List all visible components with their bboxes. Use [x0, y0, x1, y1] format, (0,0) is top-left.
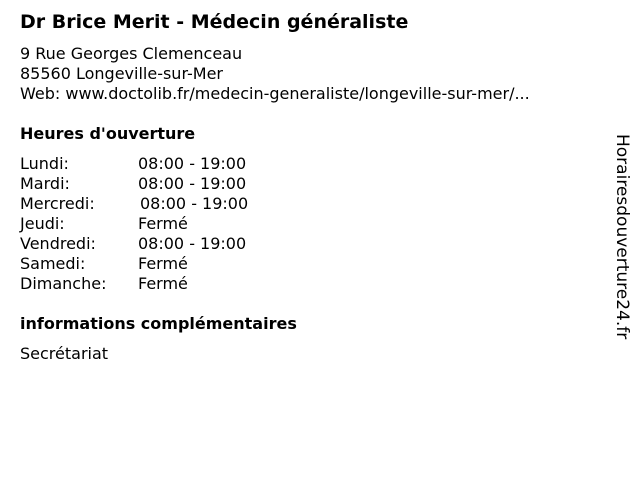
- day-hours: 08:00 - 19:00: [138, 154, 247, 173]
- day-hours: Fermé: [138, 274, 188, 293]
- day-hours: 08:00 - 19:00: [140, 194, 249, 213]
- day-hours: 08:00 - 19:00: [138, 174, 247, 193]
- day-label: Vendredi:: [20, 234, 96, 253]
- day-label: Mardi:: [20, 174, 70, 193]
- day-label: Mercredi:: [20, 194, 95, 213]
- day-hours: Fermé: [138, 254, 188, 273]
- day-label: Lundi:: [20, 154, 69, 173]
- day-label: Jeudi:: [20, 214, 65, 233]
- address-block: [20, 44, 530, 104]
- additional-info-text: Secrétariat: [20, 344, 109, 363]
- address-street: 9 Rue Georges Clemenceau: [20, 44, 243, 63]
- hours-row-wednesday: [20, 194, 320, 214]
- day-hours: 08:00 - 19:00: [138, 234, 247, 253]
- additional-info-heading: informations complémentaires: [20, 314, 297, 333]
- hours-row-saturday: [20, 254, 320, 274]
- page-title: Dr Brice Merit - Médecin généraliste: [20, 11, 409, 33]
- brand-watermark: Horairesdouverture24.fr: [612, 134, 632, 340]
- day-label: Samedi:: [20, 254, 86, 273]
- hours-row-tuesday: [20, 174, 320, 194]
- opening-hours-heading: Heures d'ouverture: [20, 124, 196, 143]
- hours-row-friday: [20, 234, 320, 254]
- hours-row-sunday: [20, 274, 320, 294]
- day-label: Dimanche:: [20, 274, 107, 293]
- day-hours: Fermé: [138, 214, 188, 233]
- opening-hours-table: [20, 154, 320, 294]
- address-city: 85560 Longeville-sur-Mer: [20, 64, 223, 83]
- hours-row-thursday: [20, 214, 320, 234]
- website-line[interactable]: Web: www.doctolib.fr/medecin-generaliste/longeville-sur-mer/...: [20, 84, 530, 103]
- hours-row-monday: [20, 154, 320, 174]
